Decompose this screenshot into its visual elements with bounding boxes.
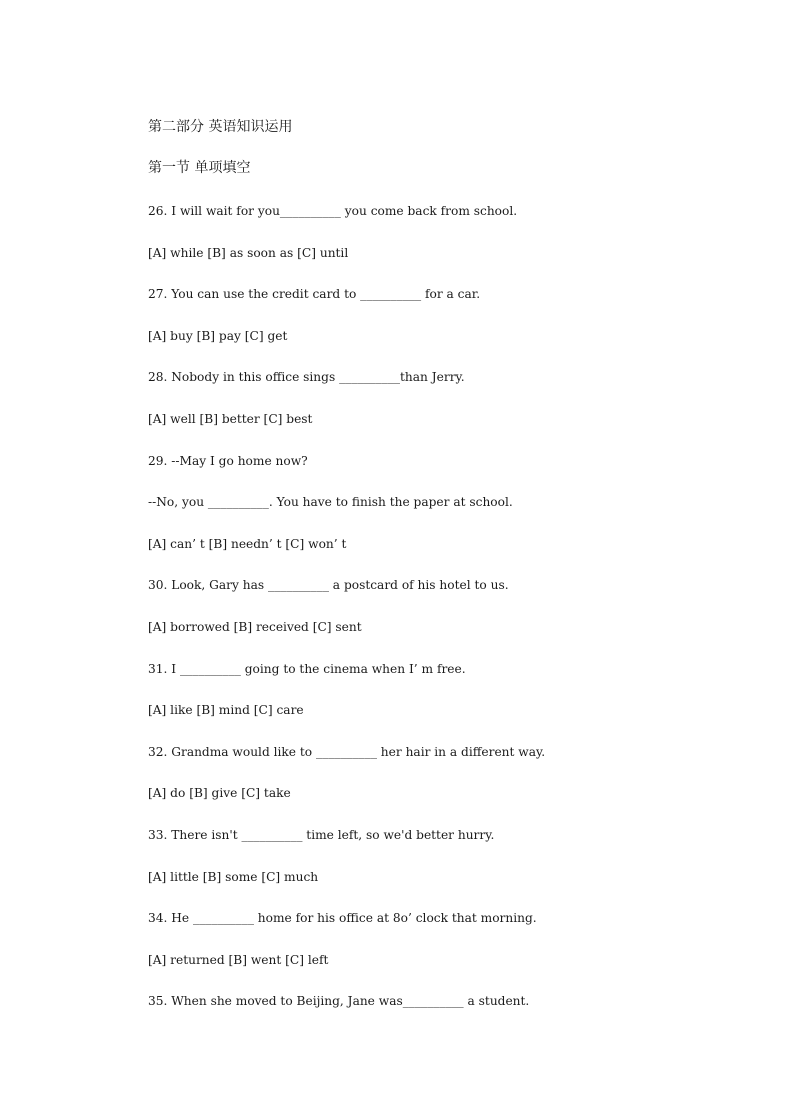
question-31: 31. I __________ going to the cinema when I’ m free. <box>148 661 466 676</box>
question-34: 34. He __________ home for his office at 8o’ clock that morning. <box>148 911 537 926</box>
options-33: [A] little [B] some [C] much <box>148 869 319 884</box>
options-28: [A] well [B] better [C] best <box>148 411 313 426</box>
section-title: 第一节 单项填空 <box>148 160 251 176</box>
options-32: [A] do [B] give [C] take <box>148 786 291 801</box>
question-30: 30. Look, Gary has __________ a postcard of his hotel to us. <box>148 578 509 593</box>
question-29-reply: --No, you __________. You have to finish the paper at school. <box>148 495 513 510</box>
question-32: 32. Grandma would like to __________ her hair in a different way. <box>148 744 546 759</box>
options-27: [A] buy [B] pay [C] get <box>148 328 288 343</box>
exam-page <box>148 117 768 1033</box>
question-28: 28. Nobody in this office sings __________than Jerry. <box>148 370 465 385</box>
options-26: [A] while [B] as soon as [C] until <box>148 245 349 260</box>
part-title: 第二部分 英语知识运用 <box>148 119 293 135</box>
options-30: [A] borrowed [B] received [C] sent <box>148 619 362 634</box>
question-27: 27. You can use the credit card to __________ for a car. <box>148 287 481 302</box>
options-34: [A] returned [B] went [C] left <box>148 952 329 967</box>
question-29: 29. --May I go home now? <box>148 453 308 468</box>
options-31: [A] like [B] mind [C] care <box>148 703 304 718</box>
question-33: 33. There isn't __________ time left, so we'd better hurry. <box>148 827 495 842</box>
question-26: 26. I will wait for you__________ you come back from school. <box>148 204 518 218</box>
options-29: [A] can’ t [B] needn’ t [C] won’ t <box>148 536 347 551</box>
question-35: 35. When she moved to Beijing, Jane was__________ a student. <box>148 994 530 1009</box>
